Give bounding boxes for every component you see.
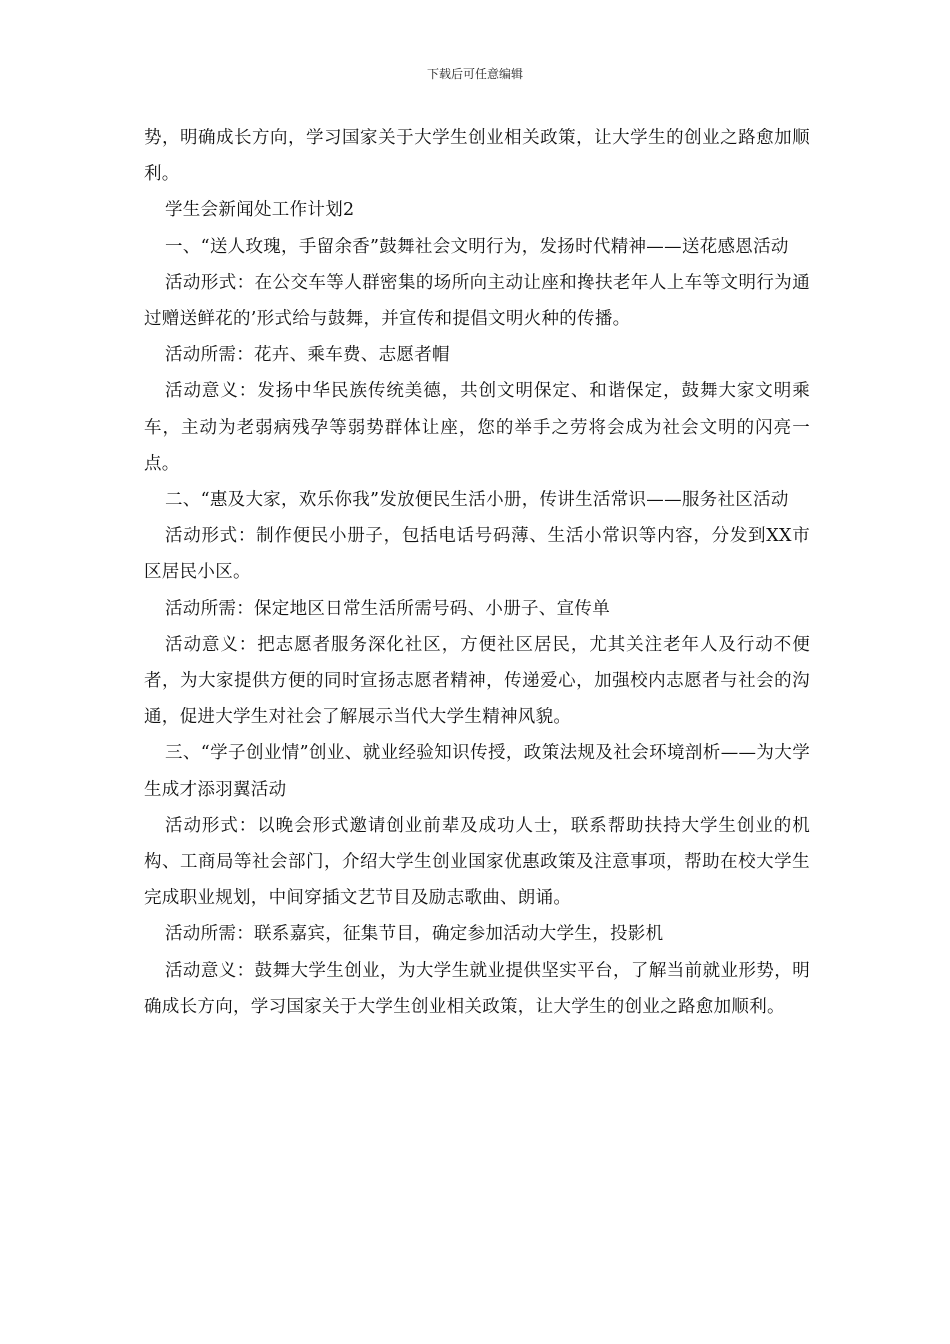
paragraph: 活动所需：联系嘉宾，征集节目，确定参加活动大学生，投影机 (165, 924, 664, 945)
document-body (144, 120, 810, 1025)
page-header: 下载后可任意编辑 (426, 67, 523, 81)
activity-heading: 一、“送人玫瑰，手留余香”鼓舞社会文明行为，发扬时代精神——送花感恩活动 (165, 236, 789, 257)
section-title: 学生会新闻处工作计划2 (165, 200, 355, 221)
paragraph: 活动意义：发扬中华民族传统美德，共创文明保定、和谐保定，鼓舞大家文明乘车，主动为老弱病残孕等弱势群体让座，您的举手之劳将会成为社会文明的闪亮一点。 (144, 381, 810, 474)
paragraph: 势，明确成长方向，学习国家关于大学生创业相关政策，让大学生的创业之路愈加顺利。 (144, 128, 810, 185)
activity-heading: 二、“惠及大家，欢乐你我”发放便民生活小册，传讲生活常识——服务社区活动 (165, 490, 789, 511)
paragraph: 活动意义：把志愿者服务深化社区，方便社区居民，尤其关注老年人及行动不便者，为大家提供方便的同时宣扬志愿者精神，传递爱心，加强校内志愿者与社会的沟通，促进大学生对社会了解展示当代大学生精神风貌。 (144, 634, 810, 728)
paragraph: 活动形式：在公交车等人群密集的场所向主动让座和搀扶老年人上车等文明行为通过赠送鲜花的’形式给与鼓舞，并宣传和提倡文明火种的传播。 (144, 272, 810, 330)
paragraph: 活动形式：以晚会形式邀请创业前辈及成功人士，联系帮助扶持大学生创业的机构、工商局等社会部门，介绍大学生创业国家优惠政策及注意事项，帮助在校大学生完成职业规划，中间穿插文艺节目及励志歌曲、朗诵。 (144, 815, 810, 909)
paragraph: 活动所需：花卉、乘车费、志愿者帽 (165, 345, 450, 366)
paragraph: 活动形式：制作便民小册子，包括电话号码薄、生活小常识等内容，分发到XX市区居民小区。 (144, 526, 810, 583)
paragraph: 活动意义：鼓舞大学生创业，为大学生就业提供坚实平台，了解当前就业形势，明确成长方向，学习国家关于大学生创业相关政策，让大学生的创业之路愈加顺利。 (144, 960, 810, 1017)
paragraph: 活动所需：保定地区日常生活所需号码、小册子、宣传单 (165, 598, 610, 619)
activity-heading: 三、“学子创业情”创业、就业经验知识传授，政策法规及社会环境剖析——为大学生成才添羽翼活动 (144, 743, 810, 800)
